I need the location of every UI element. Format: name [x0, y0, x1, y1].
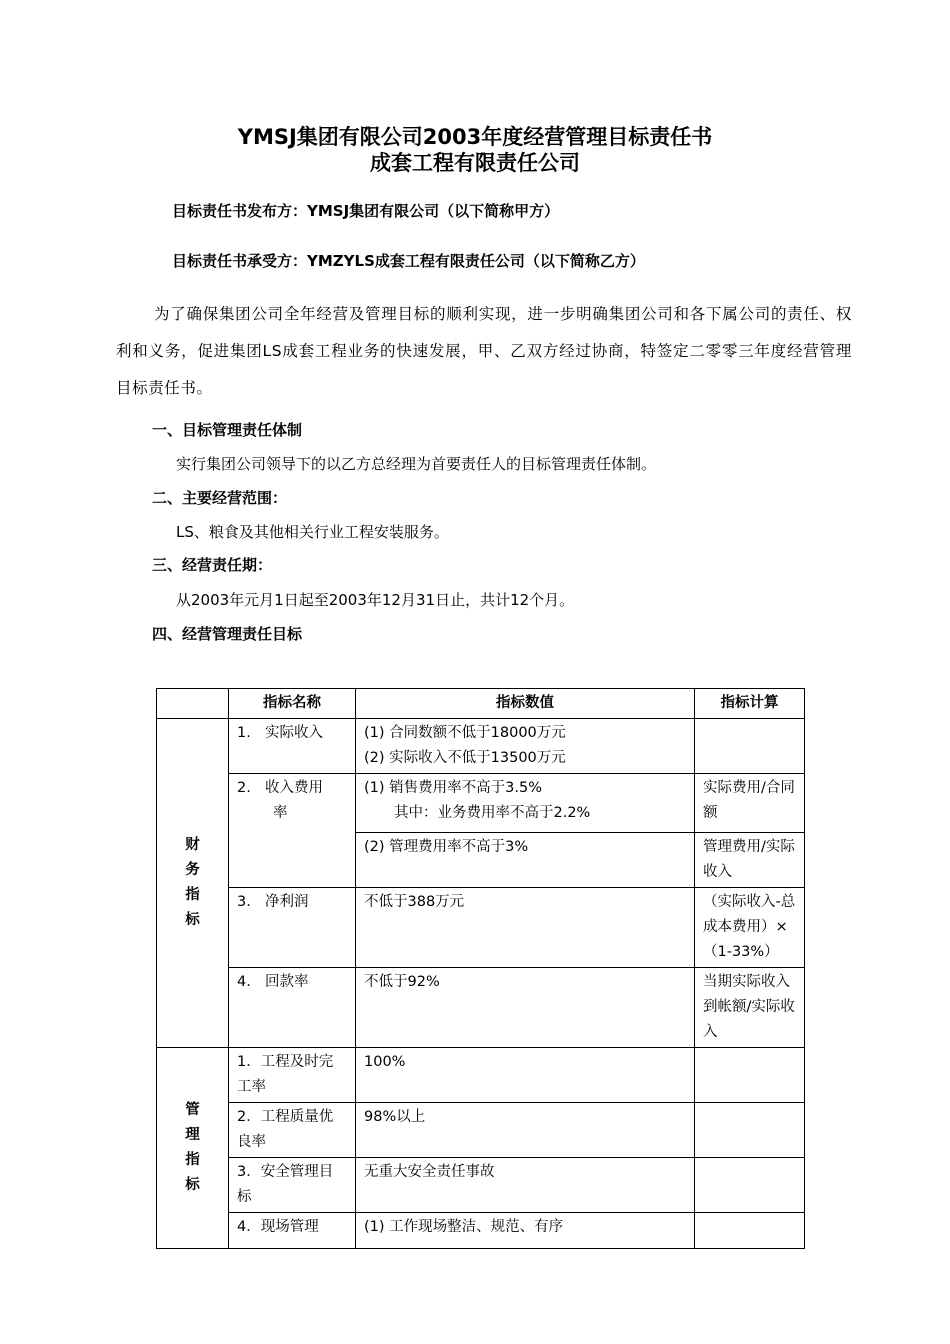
table-row — [157, 1103, 805, 1158]
category-financial: 财 务 指 标 — [157, 719, 229, 1048]
indicator-calc: （实际收入-总成本费用）×（1-33%） — [695, 888, 805, 968]
indicator-calc — [695, 1048, 805, 1103]
table-row — [157, 1213, 805, 1249]
indicator-value: (1) 工作现场整洁、规范、有序 — [356, 1213, 695, 1249]
section-2-heading: 二、主要经营范围： — [152, 489, 288, 507]
table-row — [157, 968, 805, 1048]
indicator-calc: 实际费用/合同额 — [695, 774, 805, 833]
section-3-body: 从2003年元月1日起至2003年12月31日止，共计12个月。 — [176, 591, 575, 609]
document-subtitle: 成套工程有限责任公司 — [370, 151, 580, 175]
section-1-body: 实行集团公司领导下的以乙方总经理为首要责任人的目标管理责任体制。 — [176, 455, 657, 473]
issuer-line: 目标责任书发布方：YMSJ集团有限公司（以下简称甲方） — [172, 202, 560, 220]
section-2-body: LS、粮食及其他相关行业工程安装服务。 — [176, 523, 449, 541]
intro-paragraph: 为了确保集团公司全年经营及管理目标的顺利实现，进一步明确集团公司和各下属公司的责任、权利和义务，促进集团LS成套工程业务的快速发展，甲、乙双方经过协商，特签定二零零三年度经营管理目标责任书。 — [116, 305, 852, 397]
targets-table — [156, 688, 805, 1249]
indicator-calc — [695, 1103, 805, 1158]
header-blank — [157, 689, 229, 719]
indicator-calc — [695, 1213, 805, 1249]
header-name: 指标名称 — [229, 689, 356, 719]
indicator-name: 4．现场管理 — [229, 1213, 356, 1249]
indicator-name: 1．工程及时完工率 — [229, 1048, 356, 1103]
table-row — [157, 1048, 805, 1103]
header-value: 指标数值 — [356, 689, 695, 719]
document-title: YMSJ集团有限公司2003年度经营管理目标责任书 — [237, 125, 713, 149]
indicator-value: 不低于92% — [356, 968, 695, 1048]
indicator-name: 1. 实际收入 — [229, 719, 356, 774]
indicator-value: 98%以上 — [356, 1103, 695, 1158]
table-header-row — [157, 689, 805, 719]
table-row — [157, 888, 805, 968]
indicator-name: 2. 收入费用 率 — [229, 774, 356, 888]
indicator-value: (1) 销售费用率不高于3.5% 其中：业务费用率不高于2.2% — [356, 774, 695, 833]
indicator-calc — [695, 719, 805, 774]
category-management: 管 理 指 标 — [157, 1048, 229, 1249]
section-4-heading: 四、经营管理责任目标 — [152, 625, 303, 643]
section-3-heading: 三、经营责任期： — [152, 556, 273, 574]
indicator-name: 4. 回款率 — [229, 968, 356, 1048]
indicator-calc: 当期实际收入到帐额/实际收入 — [695, 968, 805, 1048]
header-calc: 指标计算 — [695, 689, 805, 719]
indicator-value: 100% — [356, 1048, 695, 1103]
indicator-value: 不低于388万元 — [356, 888, 695, 968]
table-row — [157, 719, 805, 774]
indicator-value: (2) 管理费用率不高于3% — [356, 833, 695, 888]
receiver-line: 目标责任书承受方：YMZYLS成套工程有限责任公司（以下简称乙方） — [172, 252, 645, 270]
indicator-name: 3．安全管理目标 — [229, 1158, 356, 1213]
indicator-value: (1) 合同数额不低于18000万元 (2) 实际收入不低于13500万元 — [356, 719, 695, 774]
indicator-name: 2．工程质量优良率 — [229, 1103, 356, 1158]
indicator-name: 3. 净利润 — [229, 888, 356, 968]
table-row — [157, 1158, 805, 1213]
section-1-heading: 一、目标管理责任体制 — [152, 421, 303, 439]
indicator-calc — [695, 1158, 805, 1213]
indicator-calc: 管理费用/实际收入 — [695, 833, 805, 888]
table-row — [157, 774, 805, 833]
indicator-value: 无重大安全责任事故 — [356, 1158, 695, 1213]
